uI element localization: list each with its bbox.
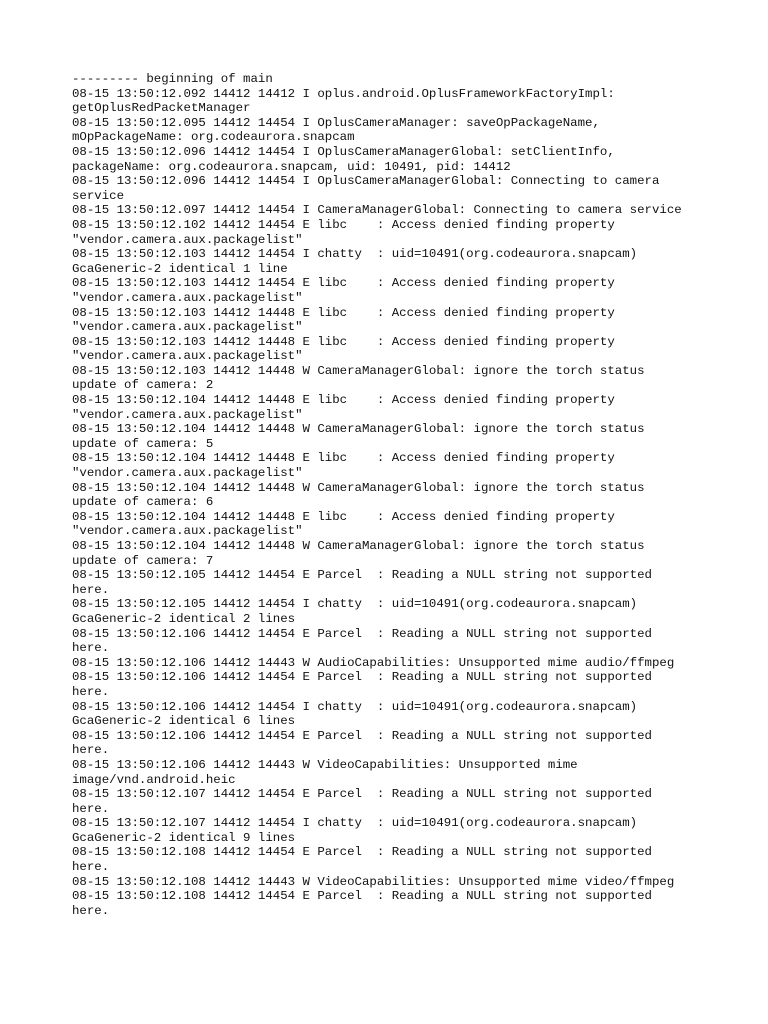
log-line: GcaGeneric-2 identical 2 lines <box>72 611 296 626</box>
log-line: 08-15 13:50:12.103 14412 14454 E libc : Access denied finding property <box>72 276 615 291</box>
log-line: 08-15 13:50:12.096 14412 14454 I OplusCameraManagerGlobal: setClientInfo, <box>72 144 615 159</box>
log-line: 08-15 13:50:12.103 14412 14448 E libc : Access denied finding property <box>72 334 615 349</box>
log-line: 08-15 13:50:12.106 14412 14443 W VideoCapabilities: Unsupported mime <box>72 757 578 772</box>
log-line: 08-15 13:50:12.106 14412 14443 W AudioCapabilities: Unsupported mime audio/ffmpeg <box>72 655 675 670</box>
log-line: update of camera: 2 <box>72 378 214 393</box>
log-line: 08-15 13:50:12.096 14412 14454 I OplusCameraManagerGlobal: Connecting to camera <box>72 174 660 189</box>
log-line: 08-15 13:50:12.106 14412 14454 E Parcel : Reading a NULL string not supported <box>72 670 652 685</box>
log-line: "vendor.camera.aux.packagelist" <box>72 466 303 481</box>
log-line: 08-15 13:50:12.104 14412 14448 W CameraManagerGlobal: ignore the torch status <box>72 539 645 553</box>
log-line: update of camera: 5 <box>72 436 214 451</box>
log-line: 08-15 13:50:12.095 14412 14454 I OplusCameraManager: saveOpPackageName, <box>72 115 600 130</box>
log-line: 08-15 13:50:12.103 14412 14448 W CameraManagerGlobal: ignore the torch status <box>72 363 645 378</box>
log-line: 08-15 13:50:12.103 14412 14454 I chatty : uid=10491(org.codeaurora.snapcam) <box>72 247 638 262</box>
log-line: 08-15 13:50:12.108 14412 14443 W VideoCapabilities: Unsupported mime video/ffmpeg <box>72 874 675 889</box>
log-line: here. <box>72 860 110 875</box>
log-line: 08-15 13:50:12.107 14412 14454 E Parcel : Reading a NULL string not supported <box>72 787 652 802</box>
log-line: 08-15 13:50:12.104 14412 14448 E libc : Access denied finding property <box>72 509 615 524</box>
log-line: 08-15 13:50:12.106 14412 14454 I chatty : uid=10491(org.codeaurora.snapcam) <box>72 699 638 714</box>
log-line: here. <box>72 641 110 656</box>
log-line: "vendor.camera.aux.packagelist" <box>72 320 303 335</box>
log-line: 08-15 13:50:12.103 14412 14448 E libc : Access denied finding property <box>72 305 615 320</box>
log-line: service <box>72 188 125 203</box>
log-line: 08-15 13:50:12.105 14412 14454 I chatty : uid=10491(org.codeaurora.snapcam) <box>72 597 638 612</box>
log-line: 08-15 13:50:12.108 14412 14454 E Parcel : Reading a NULL string not supported <box>72 845 652 860</box>
log-text-block <box>72 72 712 918</box>
log-line: 08-15 13:50:12.104 14412 14448 E libc : Access denied finding property <box>72 393 615 408</box>
log-line: "vendor.camera.aux.packagelist" <box>72 524 303 539</box>
log-line: GcaGeneric-2 identical 9 lines <box>72 830 296 845</box>
log-line: "vendor.camera.aux.packagelist" <box>72 290 303 305</box>
log-line: --------- beginning of main <box>72 72 273 86</box>
log-line: here. <box>72 903 110 918</box>
log-line: GcaGeneric-2 identical 6 lines <box>72 714 296 729</box>
log-line: 08-15 13:50:12.097 14412 14454 I CameraManagerGlobal: Connecting to camera service <box>72 203 682 218</box>
log-line: 08-15 13:50:12.104 14412 14448 E libc : Access denied finding property <box>72 451 615 466</box>
log-line: 08-15 13:50:12.106 14412 14454 E Parcel : Reading a NULL string not supported <box>72 626 652 641</box>
log-line: here. <box>72 743 110 758</box>
log-document <box>72 72 712 918</box>
log-line: "vendor.camera.aux.packagelist" <box>72 349 303 364</box>
log-line: 08-15 13:50:12.106 14412 14454 E Parcel : Reading a NULL string not supported <box>72 728 652 743</box>
log-line: image/vnd.android.heic <box>72 772 236 787</box>
log-line: 08-15 13:50:12.104 14412 14448 W CameraManagerGlobal: ignore the torch status <box>72 422 645 437</box>
log-line: 08-15 13:50:12.102 14412 14454 E libc : Access denied finding property <box>72 217 615 232</box>
log-line: 08-15 13:50:12.108 14412 14454 E Parcel : Reading a NULL string not supported <box>72 889 652 904</box>
log-line: mOpPackageName: org.codeaurora.snapcam <box>72 130 355 145</box>
log-line: update of camera: 7 <box>72 553 214 568</box>
log-line: here. <box>72 684 110 699</box>
log-line: 08-15 13:50:12.104 14412 14448 W CameraManagerGlobal: ignore the torch status <box>72 480 645 495</box>
log-line: GcaGeneric-2 identical 1 line <box>72 261 288 276</box>
log-line: packageName: org.codeaurora.snapcam, uid: 10491, pid: 14412 <box>72 159 511 174</box>
log-line: "vendor.camera.aux.packagelist" <box>72 232 303 247</box>
log-line: getOplusRedPacketManager <box>72 101 251 116</box>
log-line: update of camera: 6 <box>72 495 214 510</box>
log-line: here. <box>72 582 110 597</box>
log-line: 08-15 13:50:12.107 14412 14454 I chatty : uid=10491(org.codeaurora.snapcam) <box>72 816 638 831</box>
log-line: "vendor.camera.aux.packagelist" <box>72 407 303 422</box>
log-line: 08-15 13:50:12.105 14412 14454 E Parcel : Reading a NULL string not supported <box>72 568 652 583</box>
log-line: 08-15 13:50:12.092 14412 14412 I oplus.android.OplusFrameworkFactoryImpl: <box>72 86 615 101</box>
log-line: here. <box>72 801 110 816</box>
